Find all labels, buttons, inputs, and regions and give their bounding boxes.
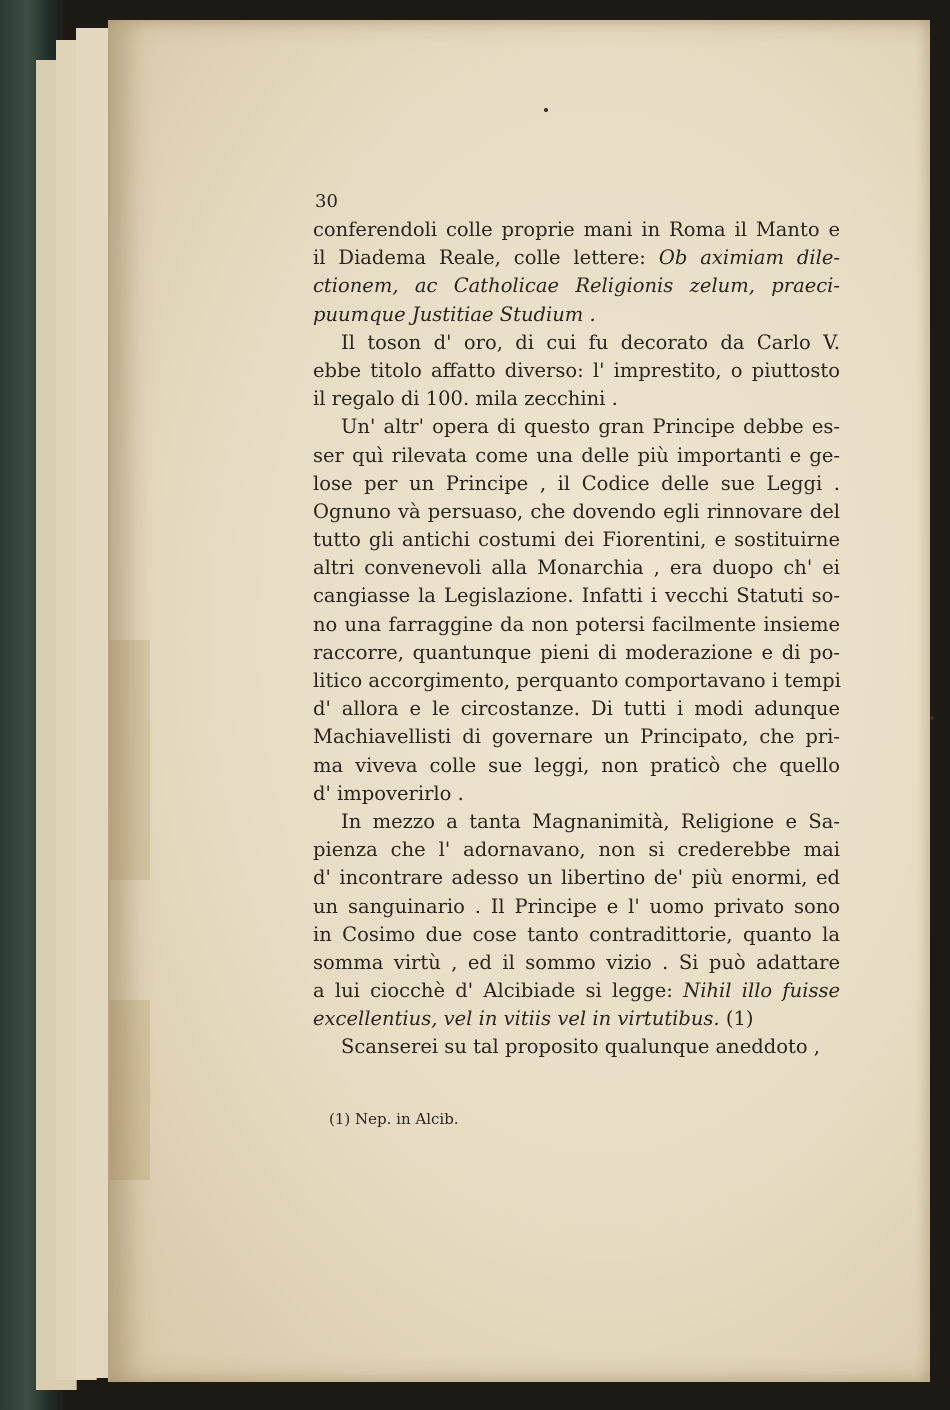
text-line: raccorre, quantunque pieni di moderazione e di po- [313, 640, 840, 664]
text-line: puumque Justitiae Studium . [313, 302, 596, 326]
text-line: d' allora e le circostanze. Di tutti i modi adunque [313, 697, 840, 721]
text-line: d' incontrare adesso un libertino de' più enormi, ed [313, 866, 840, 890]
text-line: pienza che l' adornavano, non si crederebbe mai [313, 838, 840, 862]
text-line: il Diadema Reale, colle lettere: Ob aximiam dile- [313, 246, 841, 270]
text-line: altri convenevoli alla Monarchia , era duopo ch' ei [313, 556, 840, 580]
text-line: litico accorgimento, perquanto comportavano i tempi [313, 669, 841, 692]
page-stain [110, 640, 150, 880]
text-line: tutto gli antichi costumi dei Fiorentini, e sostituirne [313, 528, 840, 552]
italic-quote: Ob aximiam dile- [658, 246, 841, 270]
paragraph-start: In mezzo a tanta Magnanimità, Religione e Sa- [341, 809, 840, 833]
text-line: in Cosimo due cose tanto contradittorie, quanto la [313, 922, 840, 946]
text-line: no una farraggine da non potersi facilmente insieme [313, 612, 840, 636]
text-line: Machiavellisti di governare un Principato, che pri- [313, 725, 840, 749]
text-line: un sanguinario . Il Principe e l' uomo privato sono [313, 894, 840, 918]
text-line: il regalo di 100. mila zecchini . [313, 387, 618, 411]
text-line: d' impoverirlo . [313, 781, 464, 805]
text-line: ctionem, ac Catholicae Religionis zelum, praeci- [313, 274, 840, 298]
text-line: a lui ciocchè d' Alcibiade si legge: Nihil illo fuisse [313, 979, 840, 1003]
text-line: lose per un Principe , il Codice delle sue Leggi . [313, 471, 840, 495]
text-line: ma viveva colle sue leggi, non praticò che quello [313, 753, 840, 777]
page-number: 30 [315, 191, 338, 212]
paragraph-start: Un' altr' opera di questo gran Principe debbe es- [341, 415, 840, 439]
italic-quote: Nihil illo fuisse [683, 979, 840, 1003]
page-text [313, 192, 840, 1062]
paragraph-start: Il toson d' oro, di cui fu decorato da Carlo V. [341, 330, 840, 354]
text-line: ebbe titolo affatto diverso: l' imprestito, o piuttosto [313, 358, 840, 382]
ink-speck [544, 108, 548, 112]
text-line: cangiasse la Legislazione. Infatti i vecchi Statuti so- [313, 584, 840, 608]
ink-speck [930, 716, 934, 720]
paragraph-start: Scanserei su tal proposito qualunque aneddoto , [341, 1035, 820, 1059]
text-line: Ognuno và persuaso, che dovendo egli rinnovare del [313, 499, 840, 523]
text-line: conferendoli colle proprie mani in Roma il Manto e [313, 218, 840, 241]
page-stain [110, 1000, 150, 1180]
text-line: excellentius, vel in vitiis vel in virtutibus. (1) [313, 1007, 754, 1031]
text-line: somma virtù , ed il sommo vizio . Si può adattare [313, 950, 840, 974]
text-line: ser quì rilevata come una delle più importanti e ge- [313, 443, 840, 467]
footnote-reference: (1) [719, 1007, 754, 1031]
footnote: (1) Nep. in Alcib. [329, 1110, 459, 1128]
